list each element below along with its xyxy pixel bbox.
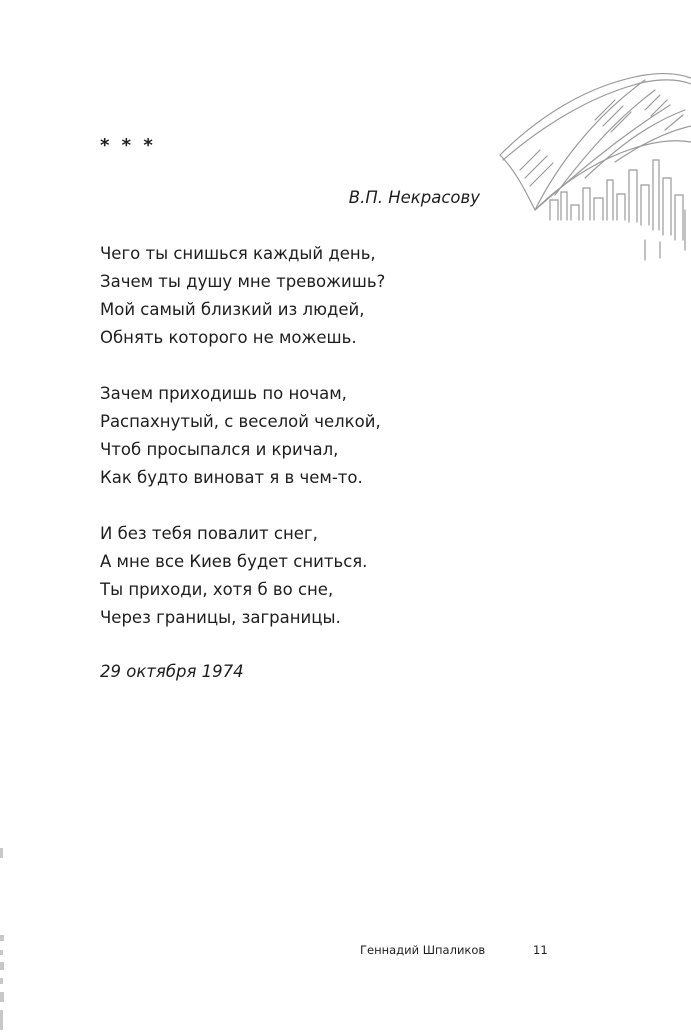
poem-line: Как будто виноват я в чем-то. — [100, 468, 363, 487]
page-edge-marks — [0, 840, 8, 1033]
poem-line: Через границы, заграницы. — [100, 608, 341, 627]
section-marker: * * * — [100, 135, 156, 156]
poem-line: Мой самый близкий из людей, — [100, 300, 365, 319]
poem-line: Зачем приходишь по ночам, — [100, 384, 347, 403]
poem-line: Чтоб просыпался и кричал, — [100, 440, 339, 459]
page-number: 11 — [533, 943, 548, 957]
poem-line: Чего ты снишься каждый день, — [100, 244, 376, 263]
umbrella-cityscape-sketch-icon — [495, 60, 691, 265]
stanza — [100, 380, 520, 492]
poem-line: Обнять которого не можешь. — [100, 328, 357, 347]
poem-line: И без тебя повалит снег, — [100, 524, 318, 543]
stanza — [100, 520, 520, 632]
poem-line: Распахнутый, с веселой челкой, — [100, 412, 381, 431]
poem-line: Ты приходи, хотя б во сне, — [100, 580, 334, 599]
poem-dedication: В.П. Некрасову — [348, 188, 480, 207]
poem-line: Зачем ты душу мне тревожишь? — [100, 272, 386, 291]
running-footer-author: Геннадий Шпаликов — [360, 943, 486, 957]
stanza — [100, 240, 520, 352]
poem-body — [100, 240, 520, 660]
poem-line: А мне все Киев будет сниться. — [100, 552, 368, 571]
poem-date: 29 октября 1974 — [100, 662, 244, 681]
